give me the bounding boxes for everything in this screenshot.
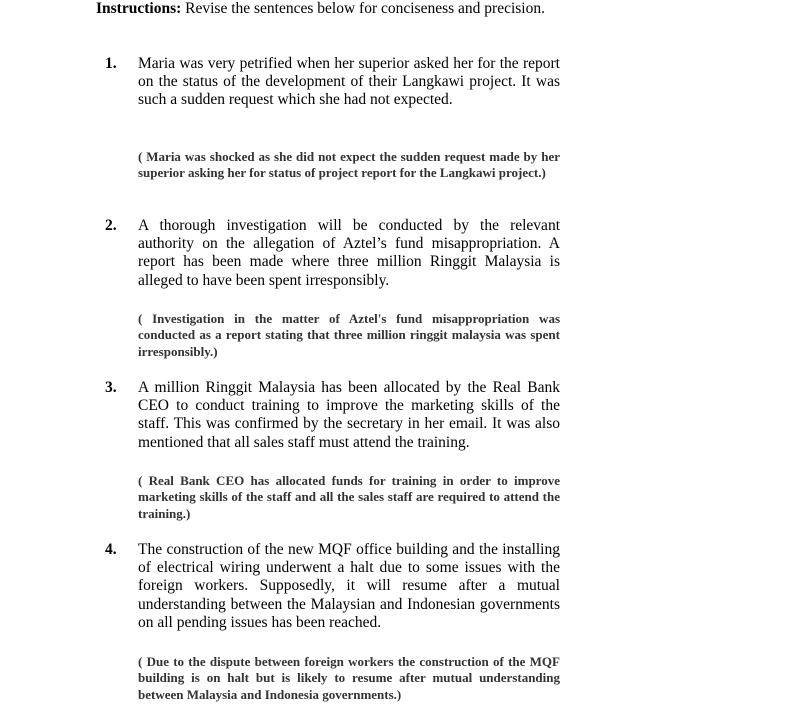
original-sentence: The construction of the new MQF office building and the installing of electrical wiring underwent a halt due to some issues with the foreign workers. Supposedly, it will resume after a mutual understanding between the Malaysian and Indonesian governments on all pending issues has been reached.	[138, 541, 560, 631]
revised-answer-4	[105, 654, 560, 703]
question-item-1	[105, 55, 560, 110]
original-sentence: Maria was very petrified when her superior asked her for the report on the status of the development of their Langkawi project. It was such a sudden request which she had not expected.	[138, 55, 560, 109]
revised-sentence: ( Due to the dispute between foreign workers the construction of the MQF building is on halt but is likely to resume after mutual understanding between Malaysia and Indonesia governments.)	[138, 654, 560, 702]
item-number: 4.	[105, 541, 117, 558]
instructions-text: Revise the sentences below for conciseness and precision.	[181, 0, 545, 17]
instructions-label: Instructions:	[96, 0, 182, 17]
item-number: 3.	[105, 379, 117, 396]
instructions-line	[96, 0, 786, 18]
original-sentence: A million Ringgit Malaysia has been allocated by the Real Bank CEO to conduct training to improve the marketing skills of the staff. This was confirmed by the secretary in her email. It was also mentioned that all sales staff must attend the training.	[138, 379, 560, 451]
item-number: 1.	[105, 55, 117, 72]
question-item-3	[105, 379, 560, 452]
question-item-2	[105, 217, 560, 290]
revised-answer-3	[105, 473, 560, 522]
revised-sentence: ( Investigation in the matter of Aztel's fund misappropriation was conducted as a report stating that three million ringgit malaysia was spent irresponsibly.)	[138, 311, 560, 359]
revised-answer-1	[105, 149, 560, 182]
original-sentence: A thorough investigation will be conducted by the relevant authority on the allegation of Aztel’s fund misappropriation. A report has been made where three million Ringgit Malaysia is alleged to have been spent irresponsibly.	[138, 217, 560, 289]
item-number: 2.	[105, 217, 117, 234]
revised-sentence: ( Real Bank CEO has allocated funds for training in order to improve marketing skills of the staff and all the sales staff are required to attend the training.)	[138, 473, 560, 521]
revised-sentence: ( Maria was shocked as she did not expect the sudden request made by her superior asking her for status of project report for the Langkawi project.)	[138, 149, 560, 181]
revised-answer-2	[105, 311, 560, 360]
question-item-4	[105, 541, 560, 632]
